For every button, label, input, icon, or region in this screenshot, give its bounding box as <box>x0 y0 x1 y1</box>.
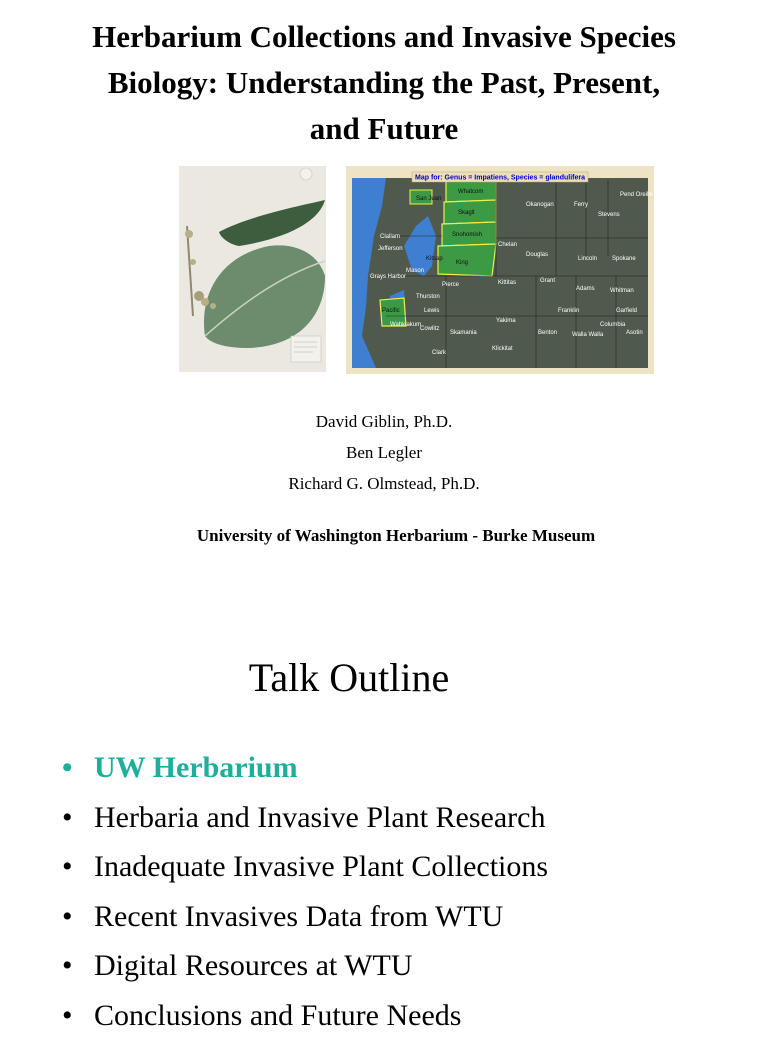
county-label: Benton <box>538 330 557 336</box>
county-label: Snohomish <box>452 232 482 238</box>
author-list <box>0 406 768 499</box>
county-label: Jefferson <box>378 246 403 252</box>
bullet-icon: • <box>62 941 73 991</box>
outline-item <box>60 743 548 793</box>
outline-item <box>60 991 548 1040</box>
county-label: Asotin <box>626 330 643 336</box>
author-name: Richard G. Olmstead, Ph.D. <box>0 468 768 499</box>
county-label: Clark <box>432 350 447 356</box>
outline-item-label: Inadequate Invasive Plant Collections <box>94 850 548 883</box>
slide-title <box>0 14 768 152</box>
county-label: Whitman <box>610 288 634 294</box>
county-label: Skamania <box>450 330 477 336</box>
author-name: David Giblin, Ph.D. <box>0 406 768 437</box>
county-label: Franklin <box>558 308 579 314</box>
map-title: Map for: Genus = Impatiens, Species = glandulifera <box>415 175 585 182</box>
affiliation: University of Washington Herbarium - Burke Museum <box>0 522 768 550</box>
outline-item-label: Digital Resources at WTU <box>94 949 413 982</box>
county-label: Stevens <box>598 212 620 218</box>
bullet-icon: • <box>62 743 73 793</box>
bullet-icon: • <box>62 793 73 843</box>
county-label: Columbia <box>600 322 626 328</box>
county-label: Pend Oreille <box>620 192 654 198</box>
county-label: Grant <box>540 278 555 284</box>
county-label: Chelan <box>498 242 517 248</box>
county-label: Lewis <box>424 308 439 314</box>
county-label: Garfield <box>616 308 637 314</box>
outline-item <box>60 941 548 991</box>
title-line-2: Biology: Understanding the Past, Present, <box>0 60 768 106</box>
county-label: Cowlitz <box>420 326 439 332</box>
county-label: Adams <box>576 286 595 292</box>
county-label: Skagit <box>458 210 475 216</box>
county-label: Yakima <box>496 318 516 324</box>
county-label: Klickitat <box>492 346 513 352</box>
author-name: Ben Legler <box>0 437 768 468</box>
bullet-icon: • <box>62 842 73 892</box>
county-label: Okanogan <box>526 202 554 208</box>
county-label: Mason <box>406 268 424 274</box>
county-label: Whatcom <box>458 189 483 195</box>
county-label: Walla Walla <box>572 332 604 338</box>
title-line-1: Herbarium Collections and Invasive Species <box>0 14 768 60</box>
outline-item <box>60 793 548 843</box>
county-label: Pacific <box>382 308 400 314</box>
outline-title: Talk Outline <box>0 650 698 706</box>
county-label: Wahkiakum <box>390 322 421 328</box>
title-line-3: and Future <box>0 106 768 152</box>
county-label: Kitsap <box>426 256 443 262</box>
county-label: Douglas <box>526 252 548 258</box>
outline-list <box>60 743 548 1040</box>
outline-item <box>60 892 548 942</box>
outline-item-label: UW Herbarium <box>94 751 298 784</box>
county-label: King <box>456 260 468 266</box>
distribution-map-image <box>346 166 654 374</box>
county-label: Grays Harbor <box>370 274 406 280</box>
county-label: Pierce <box>442 282 460 288</box>
outline-item-label: Conclusions and Future Needs <box>94 999 461 1032</box>
county-label: Thurston <box>416 294 440 300</box>
bullet-icon: • <box>62 991 73 1040</box>
county-label: Ferry <box>574 202 588 208</box>
county-label: Clallam <box>380 234 400 240</box>
outline-item <box>60 842 548 892</box>
outline-item-label: Recent Invasives Data from WTU <box>94 900 503 933</box>
county-label: Lincoln <box>578 256 597 262</box>
county-label: Spokane <box>612 256 636 262</box>
outline-item-label: Herbaria and Invasive Plant Research <box>94 801 545 834</box>
herbarium-specimen-image <box>179 166 326 372</box>
bullet-icon: • <box>62 892 73 942</box>
county-label: San Juan <box>416 196 441 202</box>
county-label: Kittitas <box>498 280 516 286</box>
